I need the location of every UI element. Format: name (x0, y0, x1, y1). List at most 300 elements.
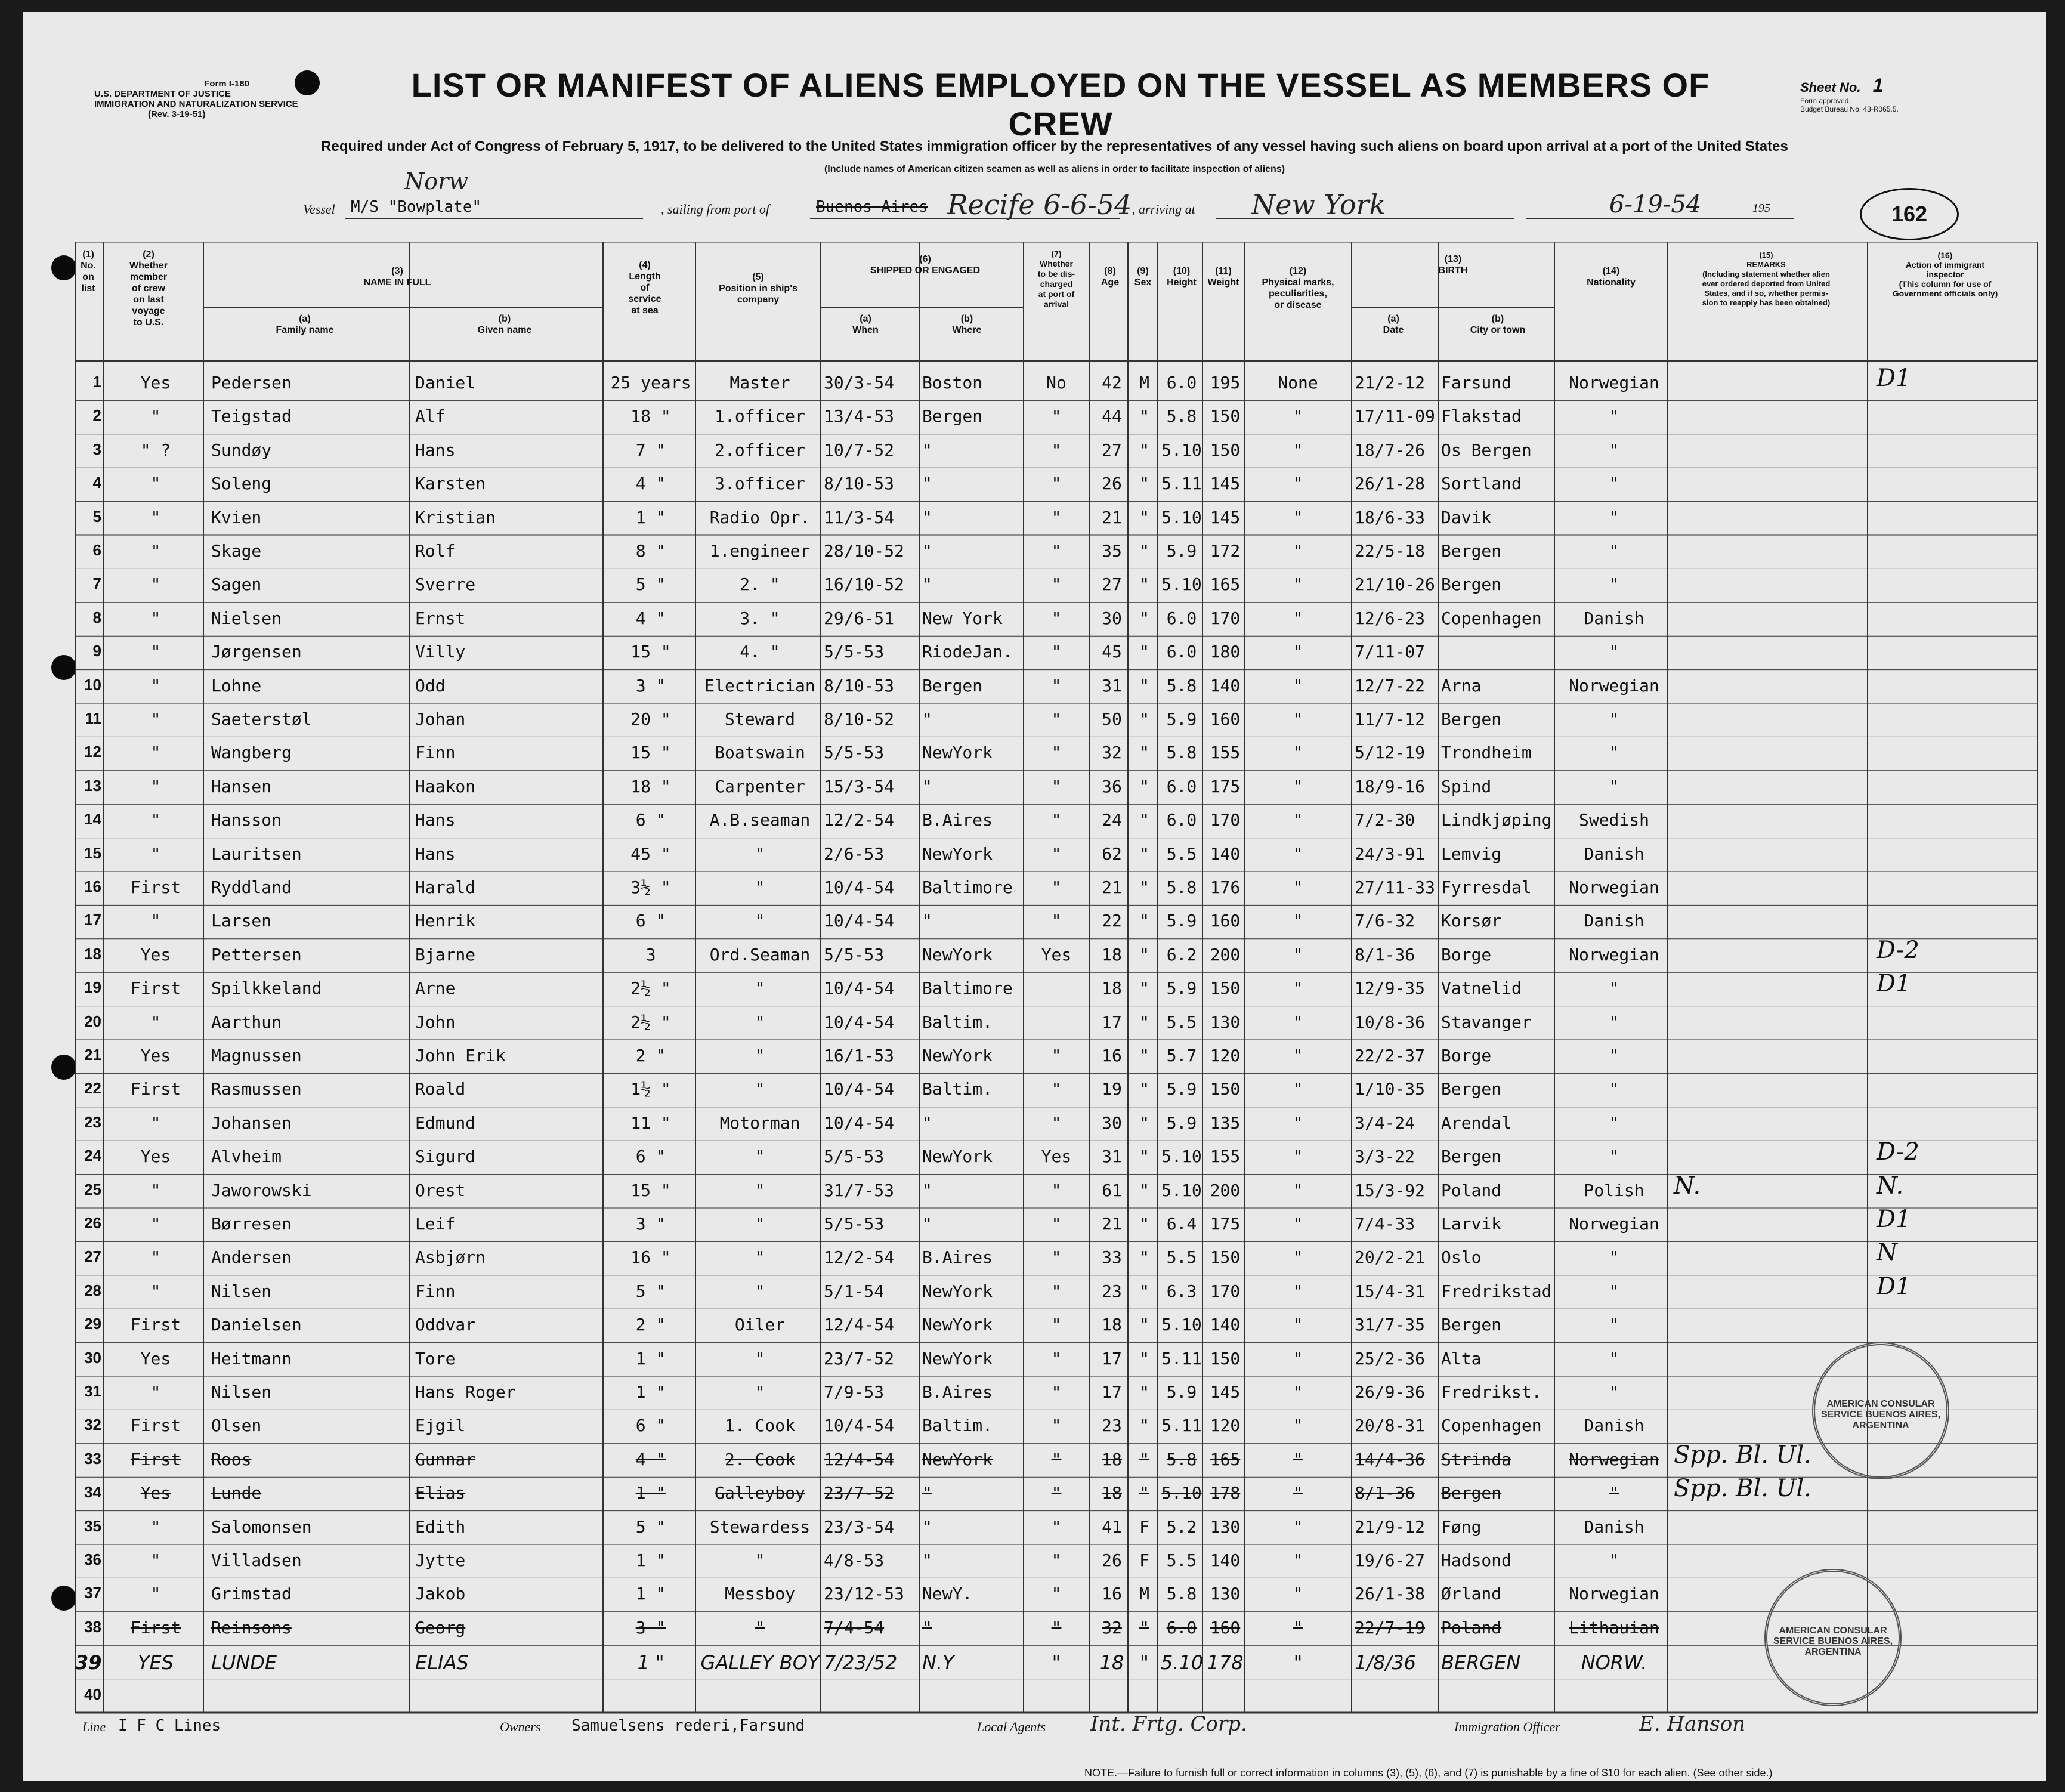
cell-nationality: " (1609, 1012, 1619, 1032)
cell-length-of-service: 1 " (635, 507, 666, 527)
cell-length-of-service: 20 " (630, 709, 671, 729)
sheet-label: Sheet No. (1800, 80, 1861, 95)
cell-age: 21 (1102, 507, 1122, 527)
cell-physical-marks: " (1293, 1550, 1303, 1570)
cell-age: 33 (1102, 1247, 1122, 1268)
cell-shipped-where: " (922, 1113, 932, 1133)
cell-sex: " (1139, 406, 1149, 427)
cell-shipped-when: 12/2-54 (824, 810, 895, 830)
cell-weight: 170 (1210, 1281, 1241, 1301)
cell-inspector-action: D-2 (1877, 936, 1919, 964)
cell-age: 27 (1102, 574, 1122, 595)
cell-position: A.B.seaman (709, 810, 811, 830)
cell-previous-voyage: " (150, 1550, 161, 1570)
cell-physical-marks: " (1293, 1147, 1303, 1167)
cell-sex: " (1139, 844, 1149, 864)
cell-shipped-where: NewYork (922, 1348, 993, 1368)
cell-previous-voyage: " (150, 406, 161, 427)
cell-position: Messboy (724, 1584, 795, 1604)
cell-shipped-where: " (922, 1617, 932, 1637)
cell-previous-voyage: " (150, 1012, 161, 1032)
cell-list-number: 17 (84, 911, 101, 929)
cell-position: " (755, 978, 765, 999)
cell-list-number: 6 (92, 541, 101, 559)
cell-birth-date: 24/3-91 (1355, 844, 1426, 864)
cell-physical-marks: " (1293, 642, 1303, 662)
cell-given-name: Arne (415, 978, 456, 999)
cell-birth-date: 19/6-27 (1355, 1550, 1426, 1570)
cell-age: 18 (1102, 978, 1122, 999)
cell-nationality: " (1609, 1147, 1619, 1167)
cell-shipped-when: 5/5-53 (824, 642, 885, 662)
cell-age: 31 (1102, 675, 1122, 696)
cell-birth-date: 18/9-16 (1355, 776, 1426, 796)
cell-previous-voyage: First (130, 878, 181, 897)
cell-weight: 150 (1210, 1348, 1241, 1368)
cell-nationality: Norwegian (1569, 1584, 1659, 1604)
cell-position: " (755, 1147, 765, 1167)
cell-age: 19 (1102, 1079, 1122, 1099)
cell-age: 61 (1102, 1180, 1122, 1200)
cell-length-of-service: 45 " (630, 844, 671, 864)
cell-birth-city: Stavanger (1441, 1012, 1532, 1032)
cell-age: 45 (1102, 642, 1122, 662)
cell-shipped-where: NewYork (922, 1147, 993, 1167)
cell-given-name: Henrik (415, 911, 476, 931)
cell-previous-voyage: Yes (140, 1483, 171, 1503)
cell-length-of-service: 8 " (635, 541, 666, 561)
cell-birth-city: Oslo (1441, 1247, 1482, 1268)
cell-birth-date: 26/1-28 (1355, 474, 1426, 494)
cell-family-name: Sagen (211, 574, 262, 595)
cell-family-name: Saeterstøl (211, 709, 312, 729)
cell-given-name: Odd (415, 675, 446, 696)
cell-height: 5.9 (1166, 978, 1197, 999)
cell-shipped-when: 12/4-54 (824, 1315, 895, 1335)
cell-list-number: 35 (84, 1516, 101, 1535)
cell-family-name: Lauritsen (211, 844, 302, 864)
cell-family-name: Grimstad (211, 1584, 292, 1604)
cell-given-name: Villy (415, 642, 466, 662)
cell-shipped-where: " (922, 474, 932, 494)
cell-previous-voyage: First (130, 1617, 181, 1637)
cell-birth-date: 8/1-36 (1355, 944, 1415, 965)
cell-sex: " (1139, 911, 1149, 931)
cell-sex: " (1139, 1315, 1149, 1335)
cell-nationality: " (1609, 1550, 1619, 1570)
cell-weight: 200 (1210, 1180, 1241, 1200)
cell-discharged: " (1051, 574, 1062, 595)
cell-birth-city: Farsund (1441, 373, 1512, 393)
cell-birth-date: 7/2-30 (1355, 810, 1415, 830)
cell-given-name: Karsten (415, 474, 486, 494)
cell-shipped-when: 10/4-54 (824, 1113, 895, 1133)
header-nationality: (14) Nationality (1587, 266, 1636, 288)
cell-given-name: Johan (415, 709, 466, 729)
cell-weight: 145 (1210, 1382, 1241, 1402)
cell-weight: 150 (1210, 1079, 1241, 1099)
cell-discharged: " (1051, 1617, 1062, 1637)
cell-sex: " (1139, 608, 1149, 628)
cell-list-number: 12 (84, 743, 101, 761)
cell-age: 23 (1102, 1416, 1122, 1436)
cell-given-name: John (415, 1012, 456, 1032)
cell-birth-city: Sortland (1441, 474, 1522, 494)
cell-given-name: Kristian (415, 507, 496, 527)
cell-previous-voyage: Yes (140, 1046, 171, 1065)
cell-physical-marks: " (1293, 1382, 1303, 1402)
cell-birth-city: Trondheim (1441, 743, 1532, 763)
cell-discharged: " (1051, 1214, 1062, 1234)
cell-weight: 150 (1210, 978, 1241, 999)
cell-position: " (755, 1348, 765, 1368)
cell-list-number: 28 (84, 1281, 101, 1299)
cell-shipped-when: 10/7-52 (824, 440, 895, 460)
cell-discharged: Yes (1041, 944, 1072, 965)
cell-given-name: Jakob (415, 1584, 466, 1604)
cell-birth-city: Fredrikst. (1441, 1382, 1542, 1402)
cell-height: 5.9 (1166, 911, 1197, 931)
cell-discharged: " (1051, 474, 1062, 494)
cell-position: " (755, 1012, 765, 1032)
cell-list-number: 21 (84, 1046, 101, 1064)
cell-nationality: " (1609, 1315, 1619, 1335)
cell-previous-voyage: Yes (140, 373, 171, 393)
cell-birth-date: 5/12-19 (1355, 743, 1426, 763)
cell-position: " (755, 1079, 765, 1099)
cell-position: 2.officer (715, 440, 805, 460)
cell-age: 32 (1102, 743, 1122, 763)
cell-physical-marks: " (1293, 911, 1303, 931)
cell-sex: " (1139, 675, 1149, 696)
cell-physical-marks: " (1293, 507, 1303, 527)
cell-birth-city: Bergen (1441, 1147, 1502, 1167)
cell-given-name: Hans Roger (415, 1382, 516, 1402)
cell-weight: 150 (1210, 406, 1241, 427)
cell-position: 1.engineer (709, 541, 811, 561)
cell-weight: 176 (1210, 878, 1241, 897)
cell-shipped-when: 5/5-53 (824, 743, 885, 763)
cell-family-name: Nielsen (211, 608, 282, 628)
cell-family-name: Olsen (211, 1416, 262, 1436)
cell-birth-city: Poland (1441, 1180, 1502, 1200)
cell-shipped-when: 7/23/52 (824, 1651, 898, 1674)
cell-previous-voyage: First (130, 1079, 181, 1099)
cell-previous-voyage: First (130, 1449, 181, 1469)
cell-age: 30 (1102, 608, 1122, 628)
cell-physical-marks: " (1293, 810, 1303, 830)
cell-birth-city: Bergen (1441, 709, 1502, 729)
cell-list-number: 10 (84, 675, 101, 694)
cell-nationality: Norwegian (1569, 373, 1659, 393)
cell-remarks: Spp. Bl. Ul. (1674, 1441, 1811, 1469)
budget-text: Budget Bureau No. 43-R065.5. (1800, 105, 1899, 113)
cell-weight: 150 (1210, 1247, 1241, 1268)
cell-position: " (755, 1550, 765, 1570)
cell-physical-marks: " (1293, 1079, 1303, 1099)
cell-nationality: " (1609, 709, 1619, 729)
cell-family-name: Larsen (211, 911, 272, 931)
cell-physical-marks: " (1293, 1584, 1303, 1604)
header-weight: (11) Weight (1207, 266, 1239, 288)
cell-family-name: Lohne (211, 675, 262, 696)
cell-discharged: " (1051, 675, 1062, 696)
cell-shipped-where: B.Aires (922, 1382, 993, 1402)
cell-birth-city: Alta (1441, 1348, 1482, 1368)
cell-inspector-action: D1 (1877, 1272, 1911, 1300)
cell-inspector-action: D-2 (1877, 1138, 1919, 1166)
cell-physical-marks: " (1293, 1483, 1303, 1503)
cell-shipped-where: B.Aires (922, 810, 993, 830)
cell-list-number: 36 (84, 1550, 101, 1568)
cell-birth-date: 21/9-12 (1355, 1516, 1426, 1537)
cell-length-of-service: 5 " (635, 1281, 666, 1301)
cell-sex: " (1139, 1382, 1149, 1402)
cell-previous-voyage: First (130, 978, 181, 999)
cell-age: 27 (1102, 440, 1122, 460)
cell-family-name: Alvheim (211, 1147, 282, 1167)
cell-previous-voyage: " (150, 574, 161, 595)
line-value: I F C Lines (118, 1717, 221, 1735)
cell-height: 5.8 (1166, 1449, 1197, 1469)
cell-length-of-service: 1 " (635, 1382, 666, 1402)
cell-shipped-where: " (922, 541, 932, 561)
cell-family-name: Nilsen (211, 1281, 272, 1301)
approved-text: Form approved. (1800, 97, 1851, 105)
cell-previous-voyage: " (150, 743, 161, 763)
cell-discharged: " (1051, 1247, 1062, 1268)
cell-position: " (755, 1617, 765, 1637)
cell-family-name: Wangberg (211, 743, 292, 763)
cell-inspector-action: D1 (1877, 364, 1911, 392)
cell-physical-marks: " (1293, 1113, 1303, 1133)
cell-shipped-when: 5/5-53 (824, 1214, 885, 1234)
cell-weight: 120 (1210, 1046, 1241, 1065)
cell-shipped-where: NewYork (922, 1449, 993, 1469)
cell-birth-city: Hadsond (1441, 1550, 1512, 1570)
cell-shipped-where: N.Y (922, 1651, 954, 1674)
cell-height: 5.11 (1161, 474, 1202, 494)
cell-list-number: 11 (85, 709, 101, 727)
cell-weight: 155 (1210, 1147, 1241, 1167)
cell-height: 6.0 (1166, 810, 1197, 830)
cell-nationality: Norwegian (1569, 1449, 1659, 1469)
cell-height: 5.10 (1161, 1180, 1202, 1200)
cell-discharged: " (1051, 1449, 1062, 1469)
cell-given-name: Ernst (415, 608, 466, 628)
cell-sex: F (1139, 1516, 1149, 1537)
cell-birth-date: 3/4-24 (1355, 1113, 1415, 1133)
cell-previous-voyage: " (150, 541, 161, 561)
cell-given-name: John Erik (415, 1046, 506, 1065)
cell-previous-voyage: " (150, 1113, 161, 1133)
cell-birth-date: 26/9-36 (1355, 1382, 1426, 1402)
cell-birth-city: Bergen (1441, 1315, 1502, 1335)
cell-length-of-service: 4 " (635, 608, 666, 628)
cell-list-number: 22 (84, 1079, 101, 1098)
cell-physical-marks: " (1293, 743, 1303, 763)
cell-position: " (755, 911, 765, 931)
cell-family-name: Andersen (211, 1247, 292, 1268)
cell-birth-city: Lindkjøping (1441, 810, 1552, 830)
cell-nationality: " (1609, 1079, 1619, 1099)
cell-sex: " (1139, 574, 1149, 595)
cell-height: 5.11 (1161, 1348, 1202, 1368)
cell-family-name: Kvien (211, 507, 262, 527)
cell-previous-voyage: " (150, 507, 161, 527)
cell-shipped-where: " (922, 709, 932, 729)
cell-shipped-when: 28/10-52 (824, 541, 904, 561)
cell-length-of-service: 6 " (635, 911, 666, 931)
cell-sex: " (1140, 1651, 1149, 1674)
cell-previous-voyage: " (150, 1584, 161, 1604)
header-name-in-full: (3) NAME IN FULL (363, 266, 431, 288)
header-shipped-or-engaged: (6) SHIPPED OR ENGAGED (870, 254, 981, 276)
cell-given-name: Finn (415, 1281, 456, 1301)
officer-signature: E. Hanson (1639, 1712, 1746, 1736)
cell-birth-date: 21/10-26 (1355, 574, 1435, 595)
cell-shipped-when: 10/4-54 (824, 878, 895, 897)
cell-previous-voyage: " (150, 1247, 161, 1268)
agents-value: Int. Frtg. Corp. (1090, 1712, 1247, 1736)
cell-physical-marks: " (1293, 1247, 1303, 1268)
cell-nationality: " (1609, 406, 1619, 427)
cell-height: 5.10 (1161, 1483, 1202, 1503)
cell-list-number: 31 (84, 1382, 101, 1400)
cell-sex: " (1139, 944, 1149, 965)
cell-sex: " (1139, 1113, 1149, 1133)
cell-shipped-when: 8/10-53 (824, 474, 895, 494)
cell-previous-voyage: " (150, 709, 161, 729)
cell-physical-marks: " (1293, 1214, 1303, 1234)
cell-shipped-when: 31/7-53 (824, 1180, 895, 1200)
cell-position: " (755, 1180, 765, 1200)
cell-position: Steward (724, 709, 795, 729)
cell-sex: " (1139, 1348, 1149, 1368)
cell-height: 6.4 (1166, 1214, 1197, 1234)
cell-physical-marks: " (1293, 878, 1303, 897)
cell-sex: " (1139, 1214, 1149, 1234)
cell-given-name: Roald (415, 1079, 466, 1099)
cell-length-of-service: 1 " (635, 1483, 666, 1503)
punch-hole (51, 1055, 76, 1080)
include-note: (Include names of American citizen seamen as well as aliens in order to facilitate inspection of aliens) (824, 164, 1285, 174)
cell-length-of-service: 4 " (635, 474, 666, 494)
cell-previous-voyage: " (150, 1281, 161, 1301)
punch-hole (51, 655, 76, 680)
cell-given-name: Georg (415, 1617, 466, 1637)
cell-height: 5.10 (1161, 507, 1202, 527)
cell-birth-date: 26/1-38 (1355, 1584, 1426, 1604)
cell-birth-date: 7/11-07 (1355, 642, 1426, 662)
cell-previous-voyage: " (150, 1382, 161, 1402)
cell-list-number: 5 (92, 507, 101, 526)
cell-remarks: N. (1674, 1172, 1701, 1200)
cell-physical-marks: " (1293, 608, 1303, 628)
cell-shipped-where: NewYork (922, 1281, 993, 1301)
cell-physical-marks: " (1293, 574, 1303, 595)
manifest-badge: 162 (1860, 188, 1959, 240)
cell-list-number: 32 (84, 1416, 101, 1434)
cell-previous-voyage: " (150, 1214, 161, 1234)
header-remarks: (15) REMARKS (Including statement whether alien ever ordered deported from United States, and if so, whether permis- sion to reapply has been obtained) (1702, 251, 1831, 307)
cell-previous-voyage: Yes (140, 944, 171, 965)
cell-length-of-service: 11 " (630, 1113, 671, 1133)
cell-weight: 155 (1210, 743, 1241, 763)
cell-shipped-when: 23/7-52 (824, 1348, 895, 1368)
cell-previous-voyage: First (130, 1315, 181, 1335)
cell-height: 5.5 (1166, 844, 1197, 864)
cell-family-name: Jaworowski (211, 1180, 312, 1200)
cell-list-number: 15 (84, 844, 101, 862)
cell-weight: 165 (1210, 574, 1241, 595)
cell-nationality: " (1609, 743, 1619, 763)
cell-physical-marks: " (1293, 1012, 1303, 1032)
cell-given-name: Bjarne (415, 944, 476, 965)
cell-position: " (755, 1382, 765, 1402)
cell-shipped-where: " (922, 507, 932, 527)
cell-inspector-action: D1 (1877, 1206, 1911, 1233)
consular-stamp: AMERICAN CONSULAR SERVICE BUENOS AIRES, ARGENTINA (1812, 1342, 1949, 1479)
cell-sex: " (1139, 541, 1149, 561)
cell-sex: M (1139, 373, 1149, 393)
cell-discharged: " (1051, 1416, 1062, 1436)
cell-height: 5.11 (1161, 1416, 1202, 1436)
cell-age: 21 (1102, 878, 1122, 897)
cell-shipped-where: B.Aires (922, 1247, 993, 1268)
cell-position: 2. Cook (724, 1449, 795, 1469)
cell-nationality: Lithauian (1569, 1617, 1659, 1637)
cell-shipped-where: NewYork (922, 743, 993, 763)
cell-length-of-service: 25 years (610, 373, 691, 393)
cell-shipped-where: " (922, 1483, 932, 1503)
cell-sex: " (1139, 1281, 1149, 1301)
cell-length-of-service: 1 " (635, 1584, 666, 1604)
cell-weight: 160 (1210, 709, 1241, 729)
cell-length-of-service: 15 " (630, 642, 671, 662)
cell-birth-date: 21/2-12 (1355, 373, 1426, 393)
cell-birth-date: 27/11-33 (1355, 878, 1435, 897)
cell-weight: 150 (1210, 440, 1241, 460)
cell-list-number: 19 (84, 978, 101, 997)
cell-previous-voyage: " (150, 642, 161, 662)
cell-position: " (755, 878, 765, 897)
cell-shipped-when: 23/12-53 (824, 1584, 904, 1604)
cell-birth-city: Copenhagen (1441, 608, 1542, 628)
cell-physical-marks: " (1293, 1416, 1303, 1436)
agents-label: Local Agents (977, 1719, 1046, 1734)
cell-length-of-service: 2 " (635, 1046, 666, 1065)
cell-family-name: Reinsons (211, 1617, 292, 1637)
cell-position: Electrician (704, 675, 815, 696)
cell-length-of-service: 6 " (635, 1416, 666, 1436)
cell-length-of-service: 4 " (635, 1449, 666, 1469)
cell-age: 26 (1102, 1550, 1122, 1570)
cell-position: 2. " (740, 574, 780, 595)
cell-age: 17 (1102, 1382, 1122, 1402)
owners-value: Samuelsens rederi,Farsund (571, 1717, 805, 1735)
cell-length-of-service: 2½ " (630, 1012, 671, 1032)
cell-discharged: " (1051, 878, 1062, 897)
cell-height: 5.9 (1166, 1079, 1197, 1099)
cell-shipped-where: New York (922, 608, 1003, 628)
cell-given-name: Ejgil (415, 1416, 466, 1436)
cell-age: 41 (1102, 1516, 1122, 1537)
cell-nationality: " (1609, 1348, 1619, 1368)
cell-sex: " (1139, 1180, 1149, 1200)
cell-family-name: Hansen (211, 776, 272, 796)
cell-birth-city: Flakstad (1441, 406, 1522, 427)
